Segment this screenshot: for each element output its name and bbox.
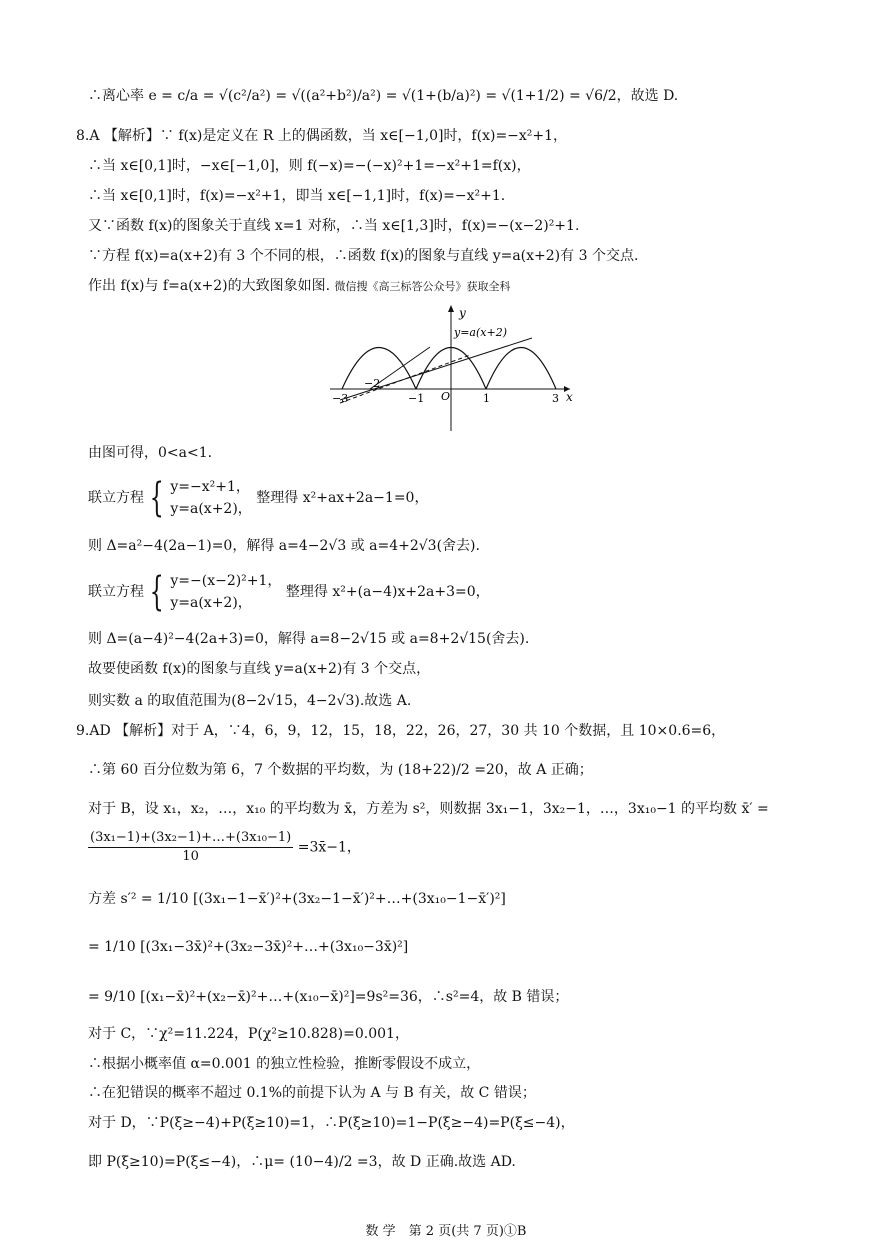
q8-line-6-text: 作出 f(x)与 f=a(x+2)的大致图象如图. — [88, 278, 331, 294]
function-graph — [330, 303, 580, 433]
q8-line-12: 故要使函数 f(x)的图象与直线 y=a(x+2)有 3 个交点， — [88, 661, 431, 677]
system-2-equations — [170, 570, 281, 614]
q8-system-1 — [88, 476, 428, 520]
x-label: x — [566, 390, 573, 404]
origin-label: O — [441, 390, 451, 403]
line-upper — [340, 338, 532, 400]
system-1-prefix: 联立方程 — [88, 490, 144, 506]
q8-line-11: 则 Δ=(a−4)²−4(2a+3)=0，解得 a=8−2√15 或 a=8+2√15(舍去). — [88, 631, 530, 647]
y-label: y — [459, 306, 466, 320]
tick-1: 1 — [483, 392, 490, 405]
q8-line-6 — [88, 276, 511, 297]
brace-icon: { — [150, 475, 165, 521]
q9-line-d1: 对于 D，∵P(ξ≥−4)+P(ξ≥10)=1，∴P(ξ≥10)=1−P(ξ≥−4)=P(ξ≤−4)， — [88, 1115, 575, 1131]
line-eccentricity: ∴离心率 e = c/a = √(c²/a²) = √((a²+b²)/a²) = √(1+(b/a)²) = √(1+1/2) = √6/2，故选 D. — [88, 88, 679, 104]
q9-line-c2: ∴根据小概率值 α=0.001 的独立性检验，推断零假设不成立， — [88, 1056, 481, 1072]
q8-line-1: 8.A 【解析】∵ f(x)是定义在 R 上的偶函数，当 x∈[−1,0]时，f(x)=−x²+1， — [76, 128, 568, 144]
y-axis-arrow — [448, 305, 454, 312]
tick-neg1: −1 — [408, 392, 425, 405]
system-1-eq2: y=a(x+2)， — [170, 501, 252, 517]
q8-line-4: 又∵函数 f(x)的图象关于直线 x=1 对称，∴当 x∈[1,3]时，f(x)=−(x−2)²+1. — [88, 218, 580, 234]
page-footer: 数 学 第 2 页(共 7 页)①B — [365, 1224, 527, 1239]
mean-fraction-numerator: (3x₁−1)+(3x₂−1)+…+(3x₁₀−1) — [88, 829, 293, 848]
q9-line-3: 对于 B，设 x₁，x₂，…，x₁₀ 的平均数为 x̄，方差为 s²，则数据 3x₁−1，3x₂−1，…，3x₁₀−1 的平均数 x̄′ = — [88, 801, 769, 817]
q9-variance-line-1: 方差 s′² = 1/10 [(3x₁−1−x̄′)²+(3x₂−1−x̄′)²+…+(3x₁₀−1−x̄′)²] — [88, 891, 506, 907]
tick-3: 3 — [552, 392, 559, 405]
system-2-eq1: y=−(x−2)²+1， — [170, 573, 282, 589]
q9-mean-fraction-line — [88, 829, 361, 866]
tick-neg2: −2 — [364, 377, 381, 390]
mean-fraction-result: =3x̄−1， — [297, 839, 361, 856]
q9-variance-line-2: = 1/10 [(3x₁−3x̄)²+(3x₂−3x̄)²+…+(3x₁₀−3x̄)²] — [88, 939, 409, 955]
q9-line-c3: ∴在犯错误的概率不超过 0.1%的前提下认为 A 与 B 有关，故 C 错误； — [88, 1085, 536, 1101]
q9-line-d2: 即 P(ξ≥10)=P(ξ≤−4)，∴μ= (10−4)/2 =3，故 D 正确.故选 AD. — [88, 1154, 516, 1170]
tick-neg3: −3 — [332, 392, 349, 405]
line-label: y=a(x+2) — [454, 326, 507, 339]
system-2-result: 整理得 x²+(a−4)x+2a+3=0， — [285, 584, 490, 600]
brace-icon: { — [150, 569, 165, 615]
q9-line-2: ∴第 60 百分位数为第 6，7 个数据的平均数，为 (18+22)/2 =20，故 A 正确； — [88, 762, 593, 778]
q8-watermark-note: 微信搜《高三标答公众号》获取全科 — [334, 280, 511, 293]
q8-line-2: ∴当 x∈[0,1]时，−x∈[−1,0]，则 f(−x)=−(−x)²+1=−x²+1=f(x)， — [88, 158, 531, 174]
q8-line-3: ∴当 x∈[0,1]时，f(x)=−x²+1，即当 x∈[−1,1]时，f(x)=−x²+1. — [88, 188, 506, 204]
q8-line-7: 由图可得，0<a<1. — [88, 445, 213, 461]
system-1-eq1: y=−x²+1， — [170, 479, 250, 495]
system-1-equations — [170, 476, 251, 520]
system-1-result: 整理得 x²+ax+2a−1=0， — [256, 490, 429, 506]
q9-variance-line-3: = 9/10 [(x₁−x̄)²+(x₂−x̄)²+…+(x₁₀−x̄)²]=9s²=36，∴s²=4，故 B 错误； — [88, 989, 569, 1005]
mean-fraction — [88, 829, 293, 866]
q8-line-5: ∵方程 f(x)=a(x+2)有 3 个不同的根，∴函数 f(x)的图象与直线 y=a(x+2)有 3 个交点. — [88, 248, 639, 264]
q8-line-9: 则 Δ=a²−4(2a−1)=0，解得 a=4−2√3 或 a=4+2√3(舍去). — [88, 538, 480, 554]
q8-system-2 — [88, 570, 490, 614]
curve-right-arch — [486, 348, 556, 390]
system-2-prefix: 联立方程 — [88, 584, 144, 600]
q9-line-c1: 对于 C，∵χ²=11.224，P(χ²≥10.828)=0.001， — [88, 1026, 409, 1042]
q8-line-13: 则实数 a 的取值范围为(8−2√15，4−2√3).故选 A. — [88, 693, 412, 709]
mean-fraction-denominator: 10 — [182, 849, 199, 864]
system-2-eq2: y=a(x+2)， — [170, 595, 252, 611]
q9-line-1: 9.AD 【解析】对于 A，∵4，6，9，12，15，18，22，26，27，30 共 10 个数据，且 10×0.6=6， — [76, 723, 726, 739]
